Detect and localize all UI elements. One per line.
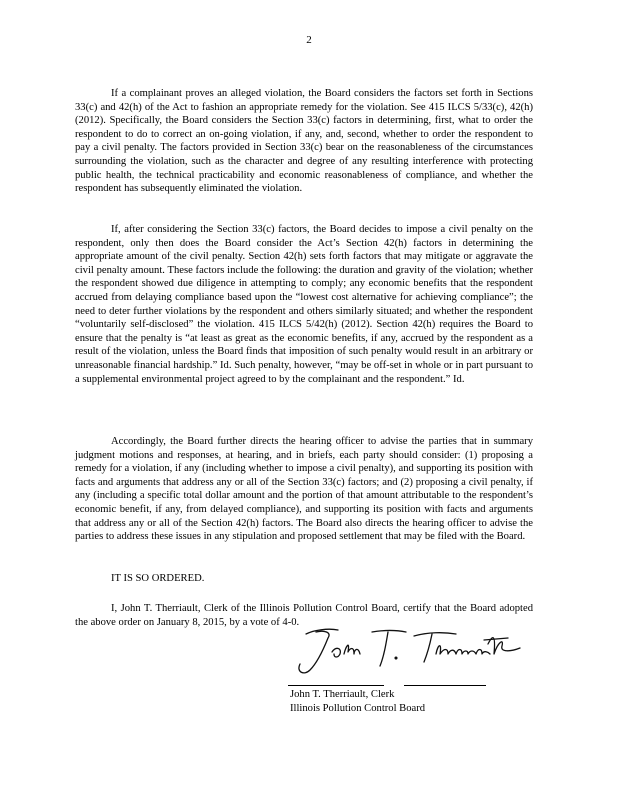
handwritten-signature bbox=[288, 622, 528, 678]
signature-block bbox=[290, 688, 425, 716]
signature-line-left bbox=[288, 685, 384, 686]
clerk-certification: I, John T. Therriault, Clerk of the Illinois Pollution Control Board, certify that the Board adopted the above order on January 8, 2015, by a vote of 4-0. bbox=[75, 603, 533, 628]
signatory-name-title: John T. Therriault, Clerk bbox=[290, 689, 395, 700]
paragraph-civil-penalty: If, after considering the Section 33(c) factors, the Board decides to impose a civil penalty on the respondent, only then does the Board consider the Act’s Section 42(h) factors in determining the appropriate amount of the civil penalty. Section 42(h) sets forth factors that may mitigate or aggravate the civil penalty amount. These factors include the following: the duration and gravity of the violation; whether the respondent showed due diligence in attempting to comply; any economic benefits that the respondent accrued from delaying compliance based upon the “lowest cost alternative for achieving compliance”; the need to deter further violations by the respondent and others similarly situated; and whether the respondent “voluntarily self-disclosed” the violation. 415 ILCS 5/42(h) (2012). Section 42(h) requires the Board to ensure that the penalty is “at least as great as the economic benefits, if any, accrued by the respondent as a result of the violation, unless the Board finds that imposition of such penalty would result in an arbitrary or unreasonable financial hardship.” Id. Such penalty, however, “may be off-set in whole or in part pursuant to a supplemental environmental project agreed to by the complainant and the respondent.” Id. bbox=[75, 224, 533, 385]
signature-line-right bbox=[404, 685, 486, 686]
so-ordered-line: IT IS SO ORDERED. bbox=[111, 573, 205, 584]
paragraph-remedy-factors: If a complainant proves an alleged violation, the Board considers the factors set forth in Sections 33(c) and 42(h) of the Act to fashion an appropriate remedy for the violation. See 415 ILCS 5/33(c), 42(h) (2012). Specifically, the Board considers the Section 33(c) factors in determining, first, what to order the respondent to do to correct an on-going violation, if any, and, second, whether to order the respondent to pay a civil penalty. The factors provided in Section 33(c) bear on the reasonableness of the circumstances surrounding the violation, such as the character and degree of any resulting interference with protecting public health, the technical practicability and economic reasonableness of compliance, and whether the respondent has subsequently eliminated the violation. bbox=[75, 88, 533, 195]
page-number: 2 bbox=[306, 34, 312, 46]
paragraph-hearing-officer-directions: Accordingly, the Board further directs the hearing officer to advise the parties that in summary judgment motions and responses, at hearing, and in briefs, each party should consider: (1) proposing a remedy for a violation, if any (including whether to impose a civil penalty), and supporting its position with facts and arguments that address any or all of the Section 33(c) factors; and (2) proposing a civil penalty, if any (including a specific total dollar amount and the portion of that amount attributable to the respondent’s economic benefit, if any, from delayed compliance), and supporting its position with facts and arguments that address any or all of the Section 42(h) factors. The Board also directs the hearing officer to advise the parties to address these issues in any stipulation and proposed settlement that may be filed with the Board. bbox=[75, 436, 533, 543]
signatory-organization: Illinois Pollution Control Board bbox=[290, 703, 426, 714]
